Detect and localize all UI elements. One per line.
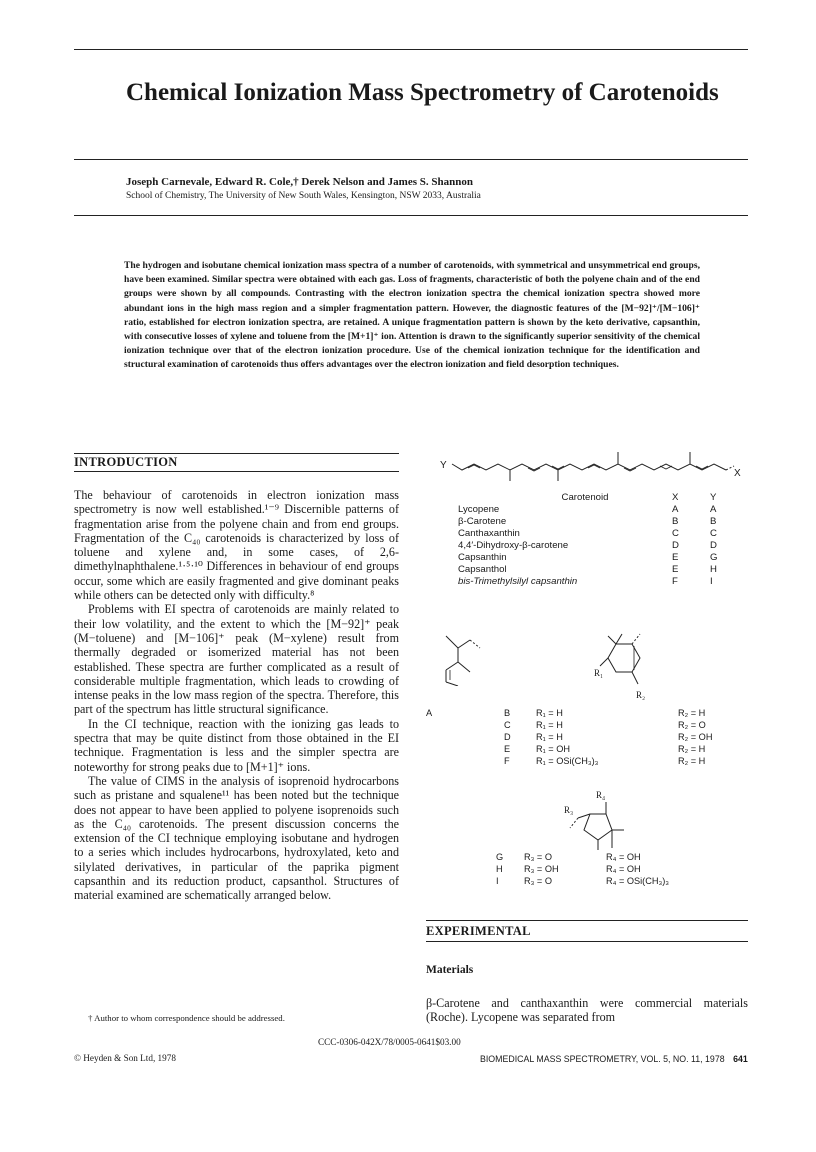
- row-x: F: [672, 576, 678, 587]
- subs-row: [504, 731, 750, 743]
- row-x: C: [672, 528, 679, 539]
- intro-paragraph-3: In the CI technique, reaction with the ionizing gas leads to spectra that may be quite distinct from those obtained in the EI technique. Fragmentation is less and the simpler spectra are noteworthy for strong peaks due to [M+1]⁺ ions.: [74, 716, 399, 774]
- row-x: E: [672, 564, 679, 575]
- r2-label: R₂: [636, 690, 646, 700]
- experimental-rule-bottom: [426, 941, 748, 942]
- label-a: A: [426, 708, 433, 718]
- row-name: Lycopene: [458, 504, 500, 515]
- article-authors: Joseph Carnevale, Edward R. Cole,† Derek Nelson and James S. Shannon: [126, 176, 473, 188]
- carotenoid-table: [458, 492, 748, 588]
- article-affiliation: School of Chemistry, The University of New South Wales, Kensington, NSW 2033, Australia: [126, 191, 481, 201]
- subs-r2: R₂ = O: [678, 720, 706, 730]
- table-row: [458, 540, 748, 552]
- article-abstract: The hydrogen and isobutane chemical ionization mass spectra of a number of carotenoids, with symmetrical and unsymmetrical end groups, have been examined. Similar spectra were obtained with each gas. Loss of fragments, characteristic of both the polyene chain and of the end groups were shown by all compounds. Contrasting with the electron ionization spectra the chemical ionization spectra showed more abundant ions in the high mass region and a simpler fragmentation pattern. However, the diagnostic features of the [M−92]⁺/[M−106]⁺ ratio, established for electron ionization spectra, are retained. A unique fragmentation pattern is shown by the keto derivative, capsanthin, with consecutive losses of xylene and toluene from the [M+1]⁺ ion. Attention is drawn to the significantly superior sensitivity of the chemical ionization technique over that of the electron ionization procedure. Use of the chemical ionization technique for the identification and structural examination of carotenoids thus offers advantages over the electron ionization and field desorption techniques.: [124, 260, 700, 371]
- subs-r4: R₄ = OH: [606, 852, 641, 862]
- carotenoid-table-header: [458, 492, 748, 504]
- author-footnote: † Author to whom correspondence should be addressed.: [88, 1013, 285, 1023]
- table-row: [458, 504, 748, 516]
- subs-letter: B: [504, 708, 511, 718]
- table-row: [458, 516, 748, 528]
- subs-row: [504, 719, 750, 731]
- experimental-heading: EXPERIMENTAL: [426, 924, 531, 938]
- row-name: 4,4′-Dihydroxy-β-carotene: [458, 540, 569, 551]
- subs-letter: D: [504, 732, 511, 742]
- r4-label: R₄: [596, 790, 606, 800]
- header-y: Y: [710, 492, 717, 503]
- subs-letter: F: [504, 756, 510, 766]
- journal-name: BIOMEDICAL MASS SPECTROMETRY, VOL. 5, NO. 11, 1978: [480, 1054, 725, 1064]
- row-y: D: [710, 540, 717, 551]
- experimental-text: β-Carotene and canthaxanthin were commercial materials (Roche). Lycopene was separated from: [426, 996, 748, 1025]
- substituents-gi: [496, 851, 750, 887]
- header-x: X: [672, 492, 679, 503]
- subs-row: [496, 851, 750, 863]
- row-name: bis-Trimethylsilyl capsanthin: [458, 576, 578, 587]
- polyene-chain-diagram: [448, 448, 738, 484]
- subs-r2: R₂ = H: [678, 708, 706, 718]
- row-name: Canthaxanthin: [458, 528, 520, 539]
- polyene-x-label: X: [734, 468, 741, 479]
- end-group-ring-structure: [586, 632, 656, 694]
- subs-row: [496, 875, 750, 887]
- table-row: [458, 564, 748, 576]
- row-x: A: [672, 504, 679, 515]
- subs-r1: R₁ = OSi(CH₃)₃: [536, 756, 599, 766]
- subs-r1: R₁ = OH: [536, 744, 570, 754]
- row-y: H: [710, 564, 717, 575]
- subs-r1: R₁ = H: [536, 720, 563, 730]
- footer-code: CCC-0306-042X/78/0005-0641$03.00: [318, 1037, 461, 1047]
- intro-heading: INTRODUCTION: [74, 455, 178, 469]
- subs-letter: C: [504, 720, 511, 730]
- intro-paragraph-4: The value of CIMS in the analysis of isoprenoid hydrocarbons such as pristane and squalene¹¹ has been noted but the technique does not appear to have been applied to polyene isoprenoids such as the C₄₀ carotenoids. The present discussion concerns the extension of the CI technique employing isobutane and hydrogen to a series which includes hydrocarbons, hydroxylated, keto and silylated derivatives, in particular of the paprika pigment capsanthin and its reduction product, capsanthol. Structures of material examined are schematically arranged below.: [74, 773, 399, 903]
- subs-letter: G: [496, 852, 504, 862]
- table-row: [458, 528, 748, 540]
- end-group-cyclopentane-structure: [550, 798, 640, 852]
- row-y: A: [710, 504, 717, 515]
- subs-r2: R₂ = OH: [678, 732, 713, 742]
- header-carotenoid: Carotenoid: [561, 492, 609, 503]
- r1-label: R₁: [594, 668, 604, 678]
- subs-r3: R₃ = OH: [524, 864, 559, 874]
- subs-row: [496, 863, 750, 875]
- subs-letter: I: [496, 876, 499, 886]
- materials-subheading: Materials: [426, 964, 474, 976]
- intro-paragraph-1: The behaviour of carotenoids in electron ionization mass spectrometry is now well established.¹⁻⁹ Discernible patterns of fragmentation arise from the polyene chain and from end groups. Fragmentation of the C₄₀ carotenoids is characterized by loss of toluene and xylene and, in some cases, of 2,6-dimethylnaphthalene.¹·⁵·¹⁰ Differences in behaviour of end groups occur, some which are easily fragmented and give dominant peaks while others can be detected only with difficulty.⁸: [74, 488, 399, 603]
- row-name: β-Carotene: [458, 516, 507, 527]
- intro-paragraph-2: Problems with EI spectra of carotenoids are mainly related to their low volatility, and the extent to which the [M−92]⁺ peak (M−toluene) and [M−106]⁺ peak (M−xylene) result from thermally degraded or isomerized material has not been established. These spectra are further complicated as a result of considerable multiple fragmentation, which leads to crowding of intense peaks in the low mass region of the spectra. Therefore, this part of the spectrum has little structural significance.: [74, 602, 399, 717]
- header-rule-authors: [74, 215, 748, 216]
- subs-row: [504, 743, 750, 755]
- footer-journal: [480, 1054, 748, 1064]
- intro-rule-top: [74, 453, 399, 454]
- substituents-bf: [504, 707, 750, 767]
- row-x: E: [672, 552, 679, 563]
- subs-r4: R₄ = OH: [606, 864, 641, 874]
- subs-r1: R₁ = H: [536, 708, 563, 718]
- subs-r4: R₄ = OSi(CH₃)₃: [606, 876, 670, 886]
- subs-letter: E: [504, 744, 511, 754]
- subs-r3: R₃ = O: [524, 876, 552, 886]
- header-rule-title: [74, 159, 748, 160]
- subs-row: [504, 707, 750, 719]
- row-y: I: [710, 576, 713, 587]
- subs-r3: R₃ = O: [524, 852, 552, 862]
- table-row: [458, 552, 748, 564]
- row-y: C: [710, 528, 717, 539]
- subs-r2: R₂ = H: [678, 744, 706, 754]
- subs-r2: R₂ = H: [678, 756, 706, 766]
- row-name: Capsanthin: [458, 552, 507, 563]
- table-row: [458, 576, 748, 588]
- introduction-body: [74, 488, 399, 903]
- r3-label: R₃: [564, 805, 574, 815]
- polyene-y-label: Y: [440, 460, 447, 471]
- end-group-a-structure: [436, 632, 496, 686]
- experimental-rule-top: [426, 920, 748, 921]
- page-number: 641: [733, 1054, 748, 1064]
- footer-copyright: © Heyden & Son Ltd, 1978: [74, 1053, 176, 1063]
- row-x: B: [672, 516, 679, 527]
- row-name: Capsanthol: [458, 564, 507, 575]
- subs-row: [504, 755, 750, 767]
- row-x: D: [672, 540, 679, 551]
- subs-letter: H: [496, 864, 503, 874]
- row-y: G: [710, 552, 718, 563]
- article-title: Chemical Ionization Mass Spectrometry of Carotenoids: [126, 79, 719, 106]
- subs-r1: R₁ = H: [536, 732, 563, 742]
- header-rule-top: [74, 49, 748, 50]
- intro-rule-bottom: [74, 471, 399, 472]
- row-y: B: [710, 516, 717, 527]
